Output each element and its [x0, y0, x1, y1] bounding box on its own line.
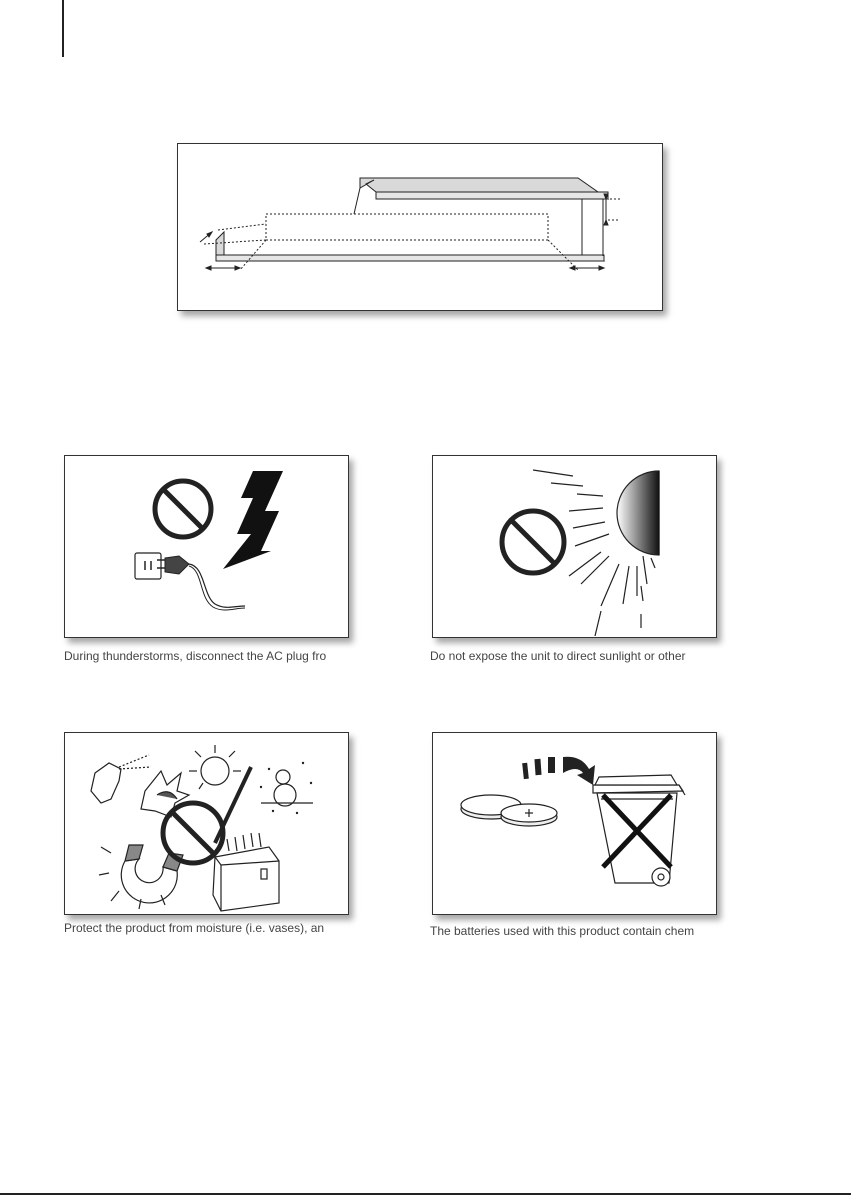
sunlight-caption: Do not expose the unit to direct sunlight or other [430, 649, 686, 663]
battery-figure [432, 732, 717, 915]
page-margin-rule [62, 0, 64, 57]
thunderstorm-figure [64, 455, 349, 638]
moisture-figure [64, 732, 349, 915]
sunlight-prohibited-icon [433, 456, 716, 637]
battery-caption: The batteries used with this product contain chem [430, 924, 695, 938]
moisture-heat-magnet-prohibited-icon [65, 733, 348, 914]
moisture-caption: Protect the product from moisture (i.e. vases), an [64, 921, 325, 935]
thunderstorm-caption: During thunderstorms, disconnect the AC plug fro [64, 649, 327, 663]
installation-clearance-diagram-icon [178, 144, 662, 310]
sunlight-figure [432, 455, 717, 638]
battery-disposal-icon [433, 733, 716, 914]
installation-figure [177, 143, 663, 311]
lightning-unplug-icon [65, 456, 348, 637]
